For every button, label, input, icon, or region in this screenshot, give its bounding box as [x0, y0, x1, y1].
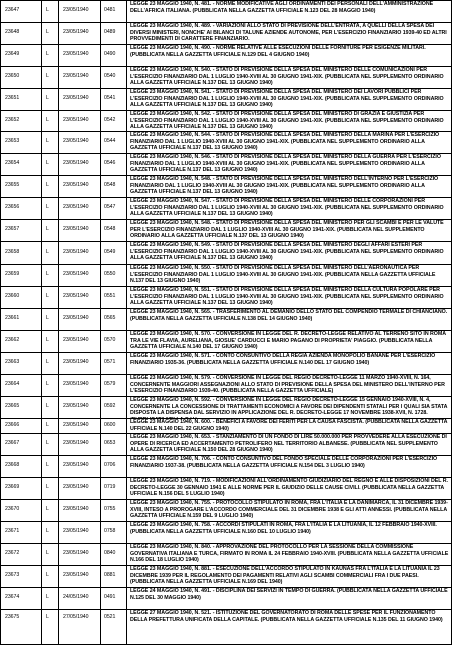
- act-type: L: [46, 550, 49, 556]
- act-description: LEGGE 23 MAGGIO 1940, N. 592. - CONVERSIONE IN LEGGE DEL REGIO DECRETO-LEGGE 15 GENNAIO 1940-XVIII, N. 4, CONCERNENTE LA CONCESSIONE DI TRATTAMENTI ECONOMICI A FAVORE DEI DIPENDENTI STATALI PER I QUALI SIA STATA DISPOSTA LA DISPENSA DAL SERVIZIO IN APPLICAZIONE DEL R. DECRETO-LEGGE 17 NOVEMBRE 1938-XVII, N. 1728.: [130, 397, 448, 417]
- record-number: 23663: [5, 359, 20, 365]
- record-number: 23668: [5, 462, 20, 468]
- act-type: L: [46, 271, 49, 277]
- act-description: LEGGE 23 MAGGIO 1940, N. 548. - STATO DI PREVISIONE DELLA SPESA DEL MINISTERO PER GLI SCAMBI E PER LE VALUTE PER L'ESERCIZIO FINANZIARIO DAL 1 LUGLIO 1940-XVIII AL 30 GIUGNO 1941-XIX. (PUBBLICATA NEL SUPPLEMENTO ORDINARIO ALLA GAZZETTA UFFICIALE N.137 DEL 13 GIUGNO 1940): [130, 220, 444, 240]
- act-date: 23/05/1940: [63, 7, 89, 13]
- table-row: [0, 433, 452, 455]
- row-divider: [0, 286, 452, 287]
- row-divider: [0, 374, 452, 375]
- act-description: LEGGE 23 MAGGIO 1940, N. 881. - ESECUZIONE DELL'ACCORDO STIPULATO IN KAUNAS FRA L'ITALIA E LA LITUANIA IL 23 DICEMBRE 1939 PER IL REGOLAMENTO DEI PAGAMENTI RELATIVI AGLI SCAMBI COMMERCIALI FRA I DUE PAESI. (PUBBLICATA NELLA GAZZETTA UFFICIALE N.169 DEL 1940): [130, 566, 440, 586]
- table-row: [0, 418, 452, 433]
- act-date: 23/05/1940: [63, 29, 89, 35]
- table-row: [0, 219, 452, 241]
- table-row: [0, 0, 452, 22]
- act-type: L: [46, 614, 49, 620]
- row-divider: [0, 521, 452, 522]
- row-divider: [0, 587, 452, 588]
- row-divider: [0, 565, 452, 566]
- column-divider: [41, 0, 42, 645]
- table-row: [0, 22, 452, 44]
- act-description: LEGGE 23 MAGGIO 1940, N. 544. - STATO DI PREVISIONE DELLA SPESA DEL MINISTERO DELLA MARINA PER L'ESERCIZIO FINANZIARIO DAL 1 LUGLIO 1940-XVIII AL 30 GIUGNO 1941-XIX. (PUBBLICATA NEL SUPPLEMENTO ORDINARIO ALLA GAZZETTA UFFICIALE N.137 DEL 13 GIUGNO 1940): [130, 132, 440, 152]
- act-description: LEGGE 23 MAGGIO 1940, N. 549. - STATO DI PREVISIONE DELLA SPESA DEL MINISTERO DEGLI AFFARI ESTERI PER L'ESERCIZIO FINANZIARIO DAL 1 LUGLIO 1940-XVIII AL 30 GIUGNO 1941-XIX. (PUBBLICATA NEL SUPPLEMENTO ORDINARIO ALLA GAZZETTA UFFICIALE N.137 DEL 13 GIUGNO 1940): [130, 242, 444, 262]
- column-divider: [126, 0, 127, 645]
- act-code: 0521: [104, 614, 116, 620]
- record-number: 23651: [5, 95, 20, 101]
- act-date: 23/05/1940: [63, 359, 89, 365]
- act-code: 0549: [104, 249, 116, 255]
- act-description: LEGGE 23 MAGGIO 1940, N. 565. - TRASFERIMENTO AL DEMANIO DELLO STATO DEL COMPENDIO TERMALE DI CHIANCIANO. (PUBBLICATA NELLA GAZZETTA UFFICIALE N.138 DEL 14 GIUGNO 1940): [130, 309, 448, 322]
- row-divider: [0, 175, 452, 176]
- row-divider: [0, 88, 452, 89]
- table-row: [0, 131, 452, 153]
- act-date: 23/05/1940: [63, 506, 89, 512]
- act-description: LEGGE 23 MAGGIO 1940, N. 548. - STATO DI PREVISIONE DELLA SPESA DEL MINISTERO DELL'INTERNO PER L'ESERCIZIO FINANZIARIO DAL 1 LUGLIO 1940-XVIII AL 30 GIUGNO 1941-XIX. (PUBBLICATA NEL SUPPLEMENTO ORDINARIO ALLA GAZZETTA UFFICIALE N.137 DEL 13 GIUGNO 1940): [130, 176, 439, 196]
- table-row: [0, 396, 452, 418]
- act-code: 0758: [104, 528, 116, 534]
- act-date: 23/05/1940: [63, 572, 89, 578]
- row-divider: [0, 197, 452, 198]
- act-code: 0571: [104, 359, 116, 365]
- act-date: 23/05/1940: [63, 315, 89, 321]
- record-number: 23652: [5, 117, 20, 123]
- act-type: L: [46, 594, 49, 600]
- table-row: [0, 110, 452, 131]
- act-date: 23/05/1940: [63, 182, 89, 188]
- act-code: 0541: [104, 95, 116, 101]
- act-code: 0570: [104, 337, 116, 343]
- act-date: 23/05/1940: [63, 462, 89, 468]
- record-number: 23654: [5, 160, 20, 166]
- table-row: [0, 286, 452, 308]
- row-divider: [0, 330, 452, 331]
- act-code: 0592: [104, 403, 116, 409]
- act-code: 0489: [104, 29, 116, 35]
- record-number: 23670: [5, 506, 20, 512]
- act-code: 0600: [104, 422, 116, 428]
- act-code: 0548: [104, 226, 116, 232]
- table-row: [0, 66, 452, 88]
- act-description: LEGGE 23 MAGGIO 1940, N. 547. - STATO DI PREVISIONE DELLA SPESA DEL MINISTERO DELLE CORPORAZIONI PER L'ESERCIZIO FINANZIARIO DAL 1 LUGLIO 1940-XVIII AL 30 GIUGNO 1941-XIX. (PUBBLICATA NEL SUPPLEMENTO ORDINARIO ALLA GAZZETTA UFFICIALE N.137 DEL 13 GIUGNO 1940): [130, 198, 444, 218]
- table-row: [0, 330, 452, 352]
- row-divider: [0, 455, 452, 456]
- record-number: 23650: [5, 73, 20, 79]
- record-number: 23649: [5, 51, 20, 57]
- row-divider: [0, 433, 452, 434]
- row-divider: [0, 609, 452, 610]
- act-code: 0719: [104, 484, 116, 490]
- record-number: 23669: [5, 484, 20, 490]
- record-number: 23655: [5, 182, 20, 188]
- act-type: L: [46, 528, 49, 534]
- record-number: 23656: [5, 204, 20, 210]
- act-type: L: [46, 73, 49, 79]
- record-number: 23673: [5, 572, 20, 578]
- table-row: [0, 308, 452, 330]
- record-number: 23662: [5, 337, 20, 343]
- record-number: 23657: [5, 226, 20, 232]
- table-row: [0, 44, 452, 66]
- act-code: 0579: [104, 381, 116, 387]
- act-description: LEGGE 27 MAGGIO 1940, N. 521. - ISTITUZIONE DEL GOVERNATORATO DI ROMA DELLE SPESE PER IL FUNZIONAMENTO DELLA PREFETTURA UNIFICATA DELLA CAPITALE. (PUBBLICATA NELLA GAZZETTA UFFICIALE N.135 DEL 11 GIUGNO 1940): [130, 610, 443, 623]
- act-date: 23/05/1940: [63, 422, 89, 428]
- column-divider: [58, 0, 59, 645]
- act-date: 23/05/1940: [63, 226, 89, 232]
- record-number: 23659: [5, 271, 20, 277]
- act-type: L: [46, 337, 49, 343]
- act-date: 23/05/1940: [63, 484, 89, 490]
- act-type: L: [46, 462, 49, 468]
- act-type: L: [46, 506, 49, 512]
- row-divider: [0, 66, 452, 67]
- act-description: LEGGE 23 MAGGIO 1940, N. 840. - APPROVAZIONE DEL PROTOCOLLO PER LA SESSIONE DELLA COMMISSIONE GOVERNATIVA ITALIANA E TURCA, FIRMATO IN ROMA IL 24 FEBBRAIO 1940-XVIII. (PUBBLICATA NELLA GAZZETTA UFFICIALE N.166 DEL 18 LUGLIO 1940): [130, 544, 449, 564]
- act-type: L: [46, 204, 49, 210]
- act-description: LEGGE 23 MAGGIO 1940, N. 571. - CONTO CONSUNTIVO DELLA REGIA AZIENDA MONOPOLIO BANANE PER L'ESERCIZIO FINANZIARIO 1935-36. (PUBBLICATA NELLA GAZZETTA UFFICIALE N.140 DEL 17 GIUGNO 1940): [130, 353, 436, 366]
- act-type: L: [46, 440, 49, 446]
- act-date: 23/05/1940: [63, 117, 89, 123]
- act-description: LEGGE 23 MAGGIO 1940, N. 706. - CONTO CONSUNTIVO DEL FONDO SPECIALE DELLE CORPORAZIONI PER L'ESERCIZIO FINANZIARIO 1937-38. (PUBBLICATA NELLA GAZZETTA UFFICIALE N.154 DEL 3 LUGLIO 1940): [130, 456, 438, 469]
- record-number: 23653: [5, 138, 20, 144]
- act-type: L: [46, 95, 49, 101]
- act-date: 27/05/1940: [63, 614, 89, 620]
- record-number: 23661: [5, 315, 20, 321]
- act-type: L: [46, 315, 49, 321]
- act-code: 0840: [104, 550, 116, 556]
- act-date: 23/05/1940: [63, 528, 89, 534]
- act-code: 0881: [104, 572, 116, 578]
- table-row: [0, 374, 452, 396]
- row-divider: [0, 396, 452, 397]
- act-date: 23/05/1940: [63, 160, 89, 166]
- act-type: L: [46, 572, 49, 578]
- act-code: 0653: [104, 440, 116, 446]
- record-number: 23648: [5, 29, 20, 35]
- record-number: 23674: [5, 594, 20, 600]
- act-type: L: [46, 117, 49, 123]
- table-row: [0, 499, 452, 521]
- act-description: LEGGE 23 MAGGIO 1940, N. 579. - CONVERSIONE IN LEGGE DEL REGIO DECRETO-LEGGE 11 MARZO 1940-XVIII, N. 164, CONCERNENTE MAGGIORI ASSEGNAZIONI ALLO STATO DI PREVISIONE DELLA SPESA DEL MINISTERO DELL'INTERNO PER L'ESERCIZIO FINANZIARIO 1939-40. (PUBBLICATA NELLA GAZZETTA UFFICIALE): [130, 375, 445, 395]
- column-divider: [100, 0, 101, 645]
- act-code: 0540: [104, 73, 116, 79]
- row-divider: [0, 153, 452, 154]
- table-row: [0, 88, 452, 110]
- table-row: [0, 352, 452, 374]
- act-date: 23/05/1940: [63, 271, 89, 277]
- act-type: L: [46, 381, 49, 387]
- table-row: [0, 477, 452, 499]
- row-divider: [0, 22, 452, 23]
- table-row: [0, 587, 452, 609]
- row-divider: [0, 110, 452, 111]
- record-number: 23667: [5, 440, 20, 446]
- row-divider: [0, 44, 452, 45]
- act-description: LEGGE 23 MAGGIO 1940, N. 542. - STATO DI PREVISIONE DELLA SPESA DEL MINISTERO DI GRAZIA E GIUSTIZIA PER L'ESERCIZIO FINANZIARIO DAL 1 LUGLIO 1940-XVIII AL 30 GIUGNO 1941-XIX. (PUBBLICATA NEL SUPPLEMENTO ORDINARIO ALLA GAZZETTA UFFICIALE N.137 DEL 13 GIUGNO 1940): [130, 111, 444, 131]
- act-code: 0546: [104, 160, 116, 166]
- table-row: [0, 197, 452, 219]
- row-divider: [0, 241, 452, 242]
- row-divider: [0, 418, 452, 419]
- act-code: 0548: [104, 182, 116, 188]
- act-description: LEGGE 23 MAGGIO 1940, N. 600. - BENEFICI A FAVORE DEI FERITI PER LA CAUSA FASCISTA. (PUBBLICATA NELLA GAZZETTA UFFICIALE N.140 DEL 22 GIUGNO 1940): [130, 419, 448, 432]
- act-description: LEGGE 23 MAGGIO 1940, N. 719. - MODIFICAZIONI ALL'ORDINAMENTO GIUDIZIARIO DEL REGNO E ALLE DISPOSIZIONI DEL R. DECRETO-LEGGE 30 GENNAIO 1941 E ALLE NORME PER IL GIUDIZIO DELLE CAUSE CIVILI. (PUBBLICATA NELLA GAZZETTA UFFICIALE N.156 DEL 5 LUGLIO 1940): [130, 478, 448, 498]
- row-divider: [0, 308, 452, 309]
- table-row: [0, 175, 452, 197]
- table-row: [0, 521, 452, 543]
- act-description: LEGGE 23 MAGGIO 1940, N. 541. - STATO DI PREVISIONE DELLA SPESA DEL MINISTERO DEI LAVORI PUBBLICI PER L'ESERCIZIO FINANZIARIO DAL 1 LUGLIO 1940-XVIII AL 30 GIUGNO 1941-XIX. (PUBBLICATA NEL SUPPLEMENTO ORDINARIO ALLA GAZZETTA UFFICIALE N.137 DEL 13 GIUGNO 1940): [130, 89, 444, 109]
- act-date: 23/05/1940: [63, 204, 89, 210]
- record-number: 23665: [5, 403, 20, 409]
- act-code: 0565: [104, 315, 116, 321]
- row-divider: [0, 264, 452, 265]
- row-divider: [0, 499, 452, 500]
- row-divider: [0, 131, 452, 132]
- row-divider: [0, 0, 452, 1]
- act-type: L: [46, 29, 49, 35]
- act-type: L: [46, 226, 49, 232]
- act-type: L: [46, 51, 49, 57]
- act-date: 23/05/1940: [63, 138, 89, 144]
- record-number: 23675: [5, 614, 20, 620]
- act-code: 0490: [104, 51, 116, 57]
- record-number: 23647: [5, 7, 20, 13]
- table-row: [0, 609, 452, 627]
- act-type: L: [46, 138, 49, 144]
- table-row: [0, 543, 452, 565]
- record-number: 23672: [5, 550, 20, 556]
- act-type: L: [46, 249, 49, 255]
- act-type: L: [46, 484, 49, 490]
- act-code: 0550: [104, 271, 116, 277]
- act-date: 23/05/1940: [63, 51, 89, 57]
- act-date: 23/05/1940: [63, 337, 89, 343]
- row-divider: [0, 477, 452, 478]
- act-description: LEGGE 24 MAGGIO 1940, N. 491. - DISCIPLINA DEI SERVIZI IN TEMPO DI GUERRA. (PUBBLICATA NELLA GAZZETTA UFFICIALE N.125 DEL 30 MAGGIO 1940): [130, 588, 448, 601]
- record-number: 23664: [5, 381, 20, 387]
- record-number: 23666: [5, 422, 20, 428]
- act-type: L: [46, 359, 49, 365]
- table-row: [0, 241, 452, 264]
- column-divider: [0, 0, 1, 645]
- act-code: 0481: [104, 7, 116, 13]
- act-date: 23/05/1940: [63, 381, 89, 387]
- act-description: LEGGE 23 MAGGIO 1940, N. 758. - ACCORDI STIPULATI IN ROMA, FRA L'ITALIA E LA LITUANIA, IL 12 FEBBRAIO 1940-XVIII. (PUBBLICATA NELLA GAZZETTA UFFICIALE N.160 DEL 10 LUGLIO 1940): [130, 522, 437, 535]
- act-description: LEGGE 23 MAGGIO 1940, N. 489. - VARIAZIONI ALLO STATO DI PREVISIONE DELL'ENTRATA, A QUELLI DELLA SPESA DEI DIVERSI MINISTERI, NONCHE' AI BILANCI DI TALUNE AZIENDE AUTONOME, PER L'ESERCIZIO FINANZIARIO 1939-40 ED ALTRI PROVVEDIMENTI DI CARATTERE FINANZIARIO.: [130, 23, 447, 43]
- act-description: LEGGE 23 MAGGIO 1940, N. 540. - STATO DI PREVISIONE DELLA SPESA DEL MINISTERO DELLE COMUNICAZIONI PER L'ESERCIZIO FINANZIARIO DAL 1 LUGLIO 1940-XVIII AL 30 GIUGNO 1941-XIX. (PUBBLICATA NEL SUPPLEMENTO ORDINARIO ALLA GAZZETTA UFFICIALE N.137 DEL 13 GIUGNO 1940): [130, 67, 444, 87]
- row-divider: [0, 352, 452, 353]
- act-description: LEGGE 23 MAGGIO 1940, N. 550. - STATO DI PREVISIONE DELLA SPESA DEL MINISTERO DELL'AERONAUTICA PER L'ESERCIZIO FINANZIARIO DAL 1 LUGLIO 1940-XVIII AL 30 GIUGNO 1941-XIX. (PUBBLICATA NELLA GAZZETTA UFFICIALE N.137 DEL 13 GIUGNO 1940): [130, 265, 436, 285]
- record-number: 23660: [5, 293, 20, 299]
- act-description: LEGGE 23 MAGGIO 1940, N. 546. - STATO DI PREVISIONE DELLA SPESA DEL MINISTERO DELLA GUERRA PER L'ESERCIZIO FINANZIARIO DAL 1 LUGLIO 1940-XVIII AL 30 GIUGNO 1941-XIX. (PUBBLICATA NEL SUPPLEMENTO ORDINARIO ALLA GAZZETTA UFFICIALE N.137 DEL 13 GIUGNO 1940): [130, 154, 441, 174]
- act-code: 0755: [104, 506, 116, 512]
- act-date: 23/05/1940: [63, 73, 89, 79]
- act-date: 23/05/1940: [63, 95, 89, 101]
- act-type: L: [46, 403, 49, 409]
- table-row: [0, 264, 452, 286]
- row-divider: [0, 543, 452, 544]
- act-date: 23/05/1940: [63, 249, 89, 255]
- act-date: 23/05/1940: [63, 293, 89, 299]
- act-description: LEGGE 23 MAGGIO 1940, N. 755. - PROTOCOLLO STIPULATO IN ROMA, FRA L'ITALIA E LA DANIMARCA, IL 31 DICEMBRE 1939-XVIII, INTESO A PROROGARE L'ACCORDO COMMERCIALE DEL 31 DICEMBRE 1938 E GLI ATTI ANNESSI. (PUBBLICATA NELLA GAZZETTA UFFICIALE N.159 DEL 9 LUGLIO 1940): [130, 500, 448, 520]
- act-code: 0491: [104, 594, 116, 600]
- act-type: L: [46, 7, 49, 13]
- table-row: [0, 455, 452, 477]
- act-type: L: [46, 422, 49, 428]
- act-code: 0542: [104, 117, 116, 123]
- act-date: 23/05/1940: [63, 440, 89, 446]
- row-divider: [0, 219, 452, 220]
- act-code: 0544: [104, 138, 116, 144]
- act-code: 0706: [104, 462, 116, 468]
- act-description: LEGGE 23 MAGGIO 1940, N. 481. - NORME MODIFICATIVE AGLI ORDINAMENTI DEI PERSONALI DELL'AMMINISTRAZIONE DELL'AFRICA ITALIANA. (PUBBLICATA NELLA GAZZETTA UFFICIALE N.123 DEL 28 MAGGIO 1940): [130, 1, 434, 14]
- record-number: 23658: [5, 249, 20, 255]
- act-code: 0551: [104, 293, 116, 299]
- act-type: L: [46, 182, 49, 188]
- record-number: 23671: [5, 528, 20, 534]
- act-description: LEGGE 23 MAGGIO 1940, N. 570. - CONVERSIONE IN LEGGE DEL R. DECRETO-LEGGE RELATIVO AL TERRENO SITO IN ROMA TRA LE VIE FLAVIA, AURELIANA, GIOSUE' CARDUCCI E MARIO PAGANO DI PROPRIETA' PIAGGIO. (PUBBLICATA NELLA GAZZETTA UFFICIALE N.140 DEL 17 GIUGNO 1940): [130, 331, 446, 351]
- act-description: LEGGE 23 MAGGIO 1940, N. 653. - STANZIAMENTO DI UN FONDO DI LIRE 50.000.000 PER PROVVEDERE ALLA ESECUZIONE DI OPERE DI RICERCA ED ACCERTAMENTO PETROLIFERO NEL TERRITORIO ALBANESE. (PUBBLICATA NEL SUPPLEMENTO ALLA GAZZETTA UFFICIALE N.150 DEL 28 GIUGNO 1940): [130, 434, 447, 454]
- act-type: L: [46, 293, 49, 299]
- act-type: L: [46, 160, 49, 166]
- table-row: [0, 565, 452, 587]
- act-description: LEGGE 23 MAGGIO 1940, N. 551. - STATO DI PREVISIONE DELLA SPESA DEL MINISTERO DELLA CULTURA POPOLARE PER L'ESERCIZIO FINANZIARIO DAL 1 LUGLIO 1940-XVIII AL 30 GIUGNO 1941-XIX. (PUBBLICATA NEL SUPPLEMENTO ORDINARIO ALLA GAZZETTA UFFICIALE N.137 DEL 13 GIUGNO 1940): [130, 287, 444, 307]
- act-date: 24/05/1940: [63, 594, 89, 600]
- act-description: LEGGE 23 MAGGIO 1940, N. 490. - NORME RELATIVE ALLE ESECUZIONI DELLE FORNITURE PER ESIGENZE MILITARI. (PUBBLICATA NELLA GAZZETTA UFFICIALE N.129 DEL 4 GIUGNO 1940): [130, 45, 426, 58]
- act-date: 23/05/1940: [63, 403, 89, 409]
- act-code: 0547: [104, 204, 116, 210]
- act-date: 23/05/1940: [63, 550, 89, 556]
- table-row: [0, 153, 452, 175]
